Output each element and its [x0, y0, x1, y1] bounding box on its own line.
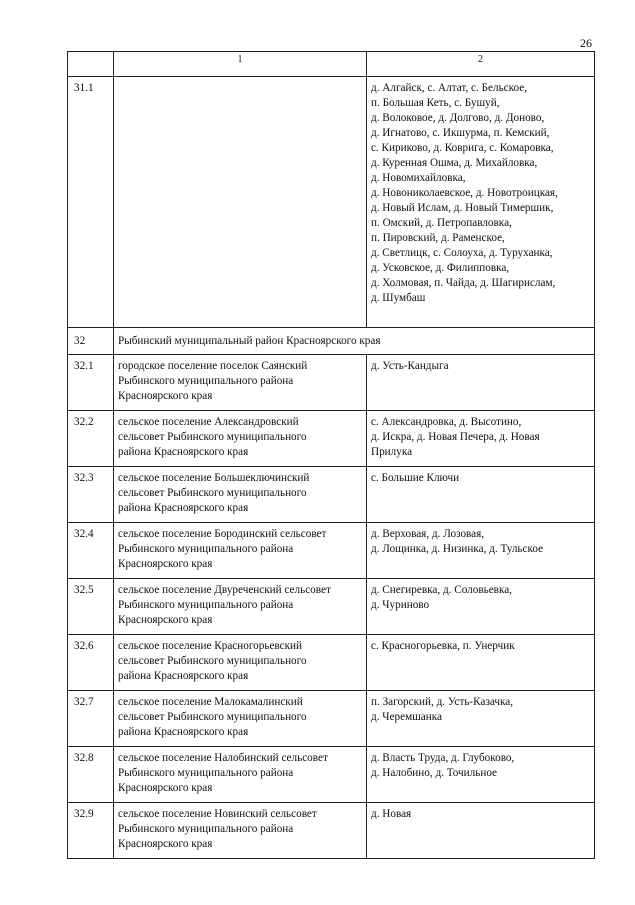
settlement-line: д. Верховая, д. Лозовая,: [371, 528, 485, 540]
municipality-cell: [114, 635, 367, 691]
header-column-2: 2: [367, 52, 595, 77]
settlements-table: [67, 51, 595, 859]
settlements-list: [367, 77, 594, 312]
row-number-cell: [68, 579, 114, 635]
settlements-cell: [367, 77, 595, 328]
settlement-line: п. Омский, д. Петропавловка,: [371, 217, 512, 229]
municipality-name: [114, 803, 366, 858]
settlement-rows: [68, 355, 595, 859]
municipality-line: Рыбинского муниципального района: [118, 375, 294, 387]
municipality-cell: [114, 803, 367, 859]
settlement-line: д. Новый Ислам, д. Новый Тимершик,: [371, 202, 554, 214]
settlements-list: [367, 635, 594, 660]
municipality-cell: [114, 411, 367, 467]
municipality-line: сельсовет Рыбинского муниципального: [118, 711, 307, 723]
settlement-line: д. Куренная Ошма, д. Михайловка,: [371, 157, 538, 169]
municipality-line: городское поселение поселок Саянский: [118, 360, 308, 372]
municipality-line: Красноярского края: [118, 782, 213, 794]
municipality-line: Красноярского края: [118, 558, 213, 570]
settlements-cell: [367, 635, 595, 691]
municipality-name: [114, 523, 366, 578]
table-row: [68, 691, 595, 747]
row-number: 32.8: [74, 752, 94, 764]
municipality-line: сельсовет Рыбинского муниципального: [118, 487, 307, 499]
settlements-cell: [367, 803, 595, 859]
settlements-list: [367, 355, 594, 380]
settlement-line: с. Александровка, д. Высотино,: [371, 416, 522, 428]
municipality-line: сельское поселение Малокамалинский: [118, 696, 303, 708]
municipality-line: сельское поселение Двуреченский сельсовет: [118, 584, 331, 596]
municipality-name: [114, 355, 366, 410]
municipality-line: сельское поселение Бородинский сельсовет: [118, 528, 327, 540]
settlement-line: д. Шумбаш: [371, 292, 426, 304]
municipality-name: [114, 467, 366, 522]
row-number: 32.9: [74, 808, 94, 820]
settlement-line: д. Черемшанка: [371, 711, 442, 723]
row-number-cell: [68, 635, 114, 691]
municipality-line: Красноярского края: [118, 390, 213, 402]
row-number-cell: [68, 77, 114, 328]
municipality-line: сельское поселение Большеключинский: [118, 472, 310, 484]
municipality-line: района Красноярского края: [118, 726, 249, 738]
settlement-line: д. Холмовая, п. Чайда, д. Шагирислам,: [371, 277, 556, 289]
table-row: [68, 579, 595, 635]
municipality-line: сельсовет Рыбинского муниципального: [118, 655, 307, 667]
settlement-line: д. Власть Труда, д. Глубоково,: [371, 752, 515, 764]
settlements-cell: [367, 355, 595, 411]
row-number-cell: [68, 328, 114, 355]
settlements-list: [367, 691, 594, 731]
settlement-line: д. Лощинка, д. Низинка, д. Тульское: [371, 543, 544, 555]
settlement-line: д. Новомихайловка,: [371, 172, 466, 184]
row-number: 32.3: [74, 472, 94, 484]
settlement-line: д. Светлицк, с. Солоуха, д. Туруханка,: [371, 247, 553, 259]
settlements-cell: [367, 691, 595, 747]
settlement-line: п. Большая Кеть, с. Бушуй,: [371, 97, 500, 109]
municipality-name: [114, 579, 366, 634]
table-row: [68, 747, 595, 803]
district-heading-row: [68, 328, 595, 355]
municipality-cell: [114, 355, 367, 411]
settlements-list: [367, 803, 594, 828]
settlements-cell: [367, 579, 595, 635]
page-number: 26: [580, 36, 592, 50]
municipality-line: сельское поселение Красногорьевский: [118, 640, 303, 652]
settlements-cell: [367, 523, 595, 579]
row-number-cell: [68, 467, 114, 523]
row-number: 31.1: [74, 82, 94, 94]
settlement-line: д. Алгайск, с. Алтат, с. Бельское,: [371, 82, 528, 94]
municipality-line: сельское поселение Новинский сельсовет: [118, 808, 317, 820]
municipality-line: Рыбинского муниципального района: [118, 543, 294, 555]
row-number-cell: [68, 691, 114, 747]
row-number: 32: [74, 334, 86, 347]
municipality-cell: [114, 467, 367, 523]
municipality-cell: [114, 523, 367, 579]
row-number-cell: [68, 411, 114, 467]
settlements-list: [367, 579, 594, 619]
table-row: [68, 411, 595, 467]
row-number: 32.1: [74, 360, 94, 372]
settlement-line: с. Большие Ключи: [371, 472, 460, 484]
municipality-cell: [114, 691, 367, 747]
row-number-cell: [68, 523, 114, 579]
municipality-line: Рыбинского муниципального района: [118, 823, 294, 835]
municipality-name: [114, 635, 366, 690]
settlement-line: с. Кириково, д. Ковригa, с. Комаровка,: [371, 142, 554, 154]
settlement-line: с. Красногорьевка, п. Унерчик: [371, 640, 515, 652]
table-row: [68, 467, 595, 523]
row-number: 32.7: [74, 696, 94, 708]
settlement-line: д. Налобино, д. Точильное: [371, 767, 498, 779]
district-title: Рыбинский муниципальный район Красноярского края: [118, 334, 381, 347]
settlements-list: [367, 411, 594, 466]
row-number: 32.4: [74, 528, 94, 540]
settlements-list: [367, 747, 594, 787]
municipality-name: [114, 747, 366, 802]
municipality-line: Красноярского края: [118, 614, 213, 626]
municipality-name: [114, 77, 366, 87]
settlements-cell: [367, 467, 595, 523]
settlement-line: Прилука: [371, 446, 413, 458]
row-number-cell: [68, 803, 114, 859]
settlement-line: д. Снегиревка, д. Соловьевка,: [371, 584, 512, 596]
municipality-line: сельское поселение Александровский: [118, 416, 299, 428]
settlement-line: д. Чуриново: [371, 599, 430, 611]
municipality-cell: [114, 77, 367, 328]
row-number-cell: [68, 747, 114, 803]
municipality-line: района Красноярского края: [118, 670, 249, 682]
table-row-31-1: [68, 77, 595, 328]
settlement-line: д. Усковское, д. Филипповка,: [371, 262, 510, 274]
settlement-line: д. Новониколаевское, д. Новотроицкая,: [371, 187, 558, 199]
table-header-row: [68, 52, 595, 77]
municipality-line: Рыбинского муниципального района: [118, 767, 294, 779]
row-number: 32.6: [74, 640, 94, 652]
municipality-cell: [114, 579, 367, 635]
row-number-cell: [68, 355, 114, 411]
municipality-line: Рыбинского муниципального района: [118, 599, 294, 611]
table-row: [68, 635, 595, 691]
settlement-line: д. Игнатово, с. Икшурма, п. Кемский,: [371, 127, 550, 139]
settlements-list: [367, 523, 594, 563]
header-column-1: 1: [114, 52, 367, 77]
header-number-cell: [68, 52, 114, 77]
municipality-name: [114, 411, 366, 466]
municipality-line: сельское поселение Налобинский сельсовет: [118, 752, 328, 764]
municipality-line: района Красноярского края: [118, 446, 249, 458]
settlements-cell: [367, 747, 595, 803]
settlement-line: д. Усть-Кандыга: [371, 360, 449, 372]
settlement-line: д. Искра, д. Новая Печера, д. Новая: [371, 431, 540, 443]
municipality-line: Красноярского края: [118, 838, 213, 850]
municipality-line: района Красноярского края: [118, 502, 249, 514]
settlements-list: [367, 467, 594, 492]
settlements-cell: [367, 411, 595, 467]
row-number: 32.2: [74, 416, 94, 428]
table-row: [68, 523, 595, 579]
table-row: [68, 355, 595, 411]
district-title-cell: [114, 328, 595, 355]
municipality-line: сельсовет Рыбинского муниципального: [118, 431, 307, 443]
settlement-line: д. Новая: [371, 808, 412, 820]
settlement-line: д. Волоковое, д. Долгово, д. Доново,: [371, 112, 545, 124]
table-row: [68, 803, 595, 859]
settlement-line: п. Пировский, д. Раменское,: [371, 232, 505, 244]
municipality-cell: [114, 747, 367, 803]
settlement-line: п. Загорский, д. Усть-Казачка,: [371, 696, 514, 708]
municipality-name: [114, 691, 366, 746]
row-number: 32.5: [74, 584, 94, 596]
